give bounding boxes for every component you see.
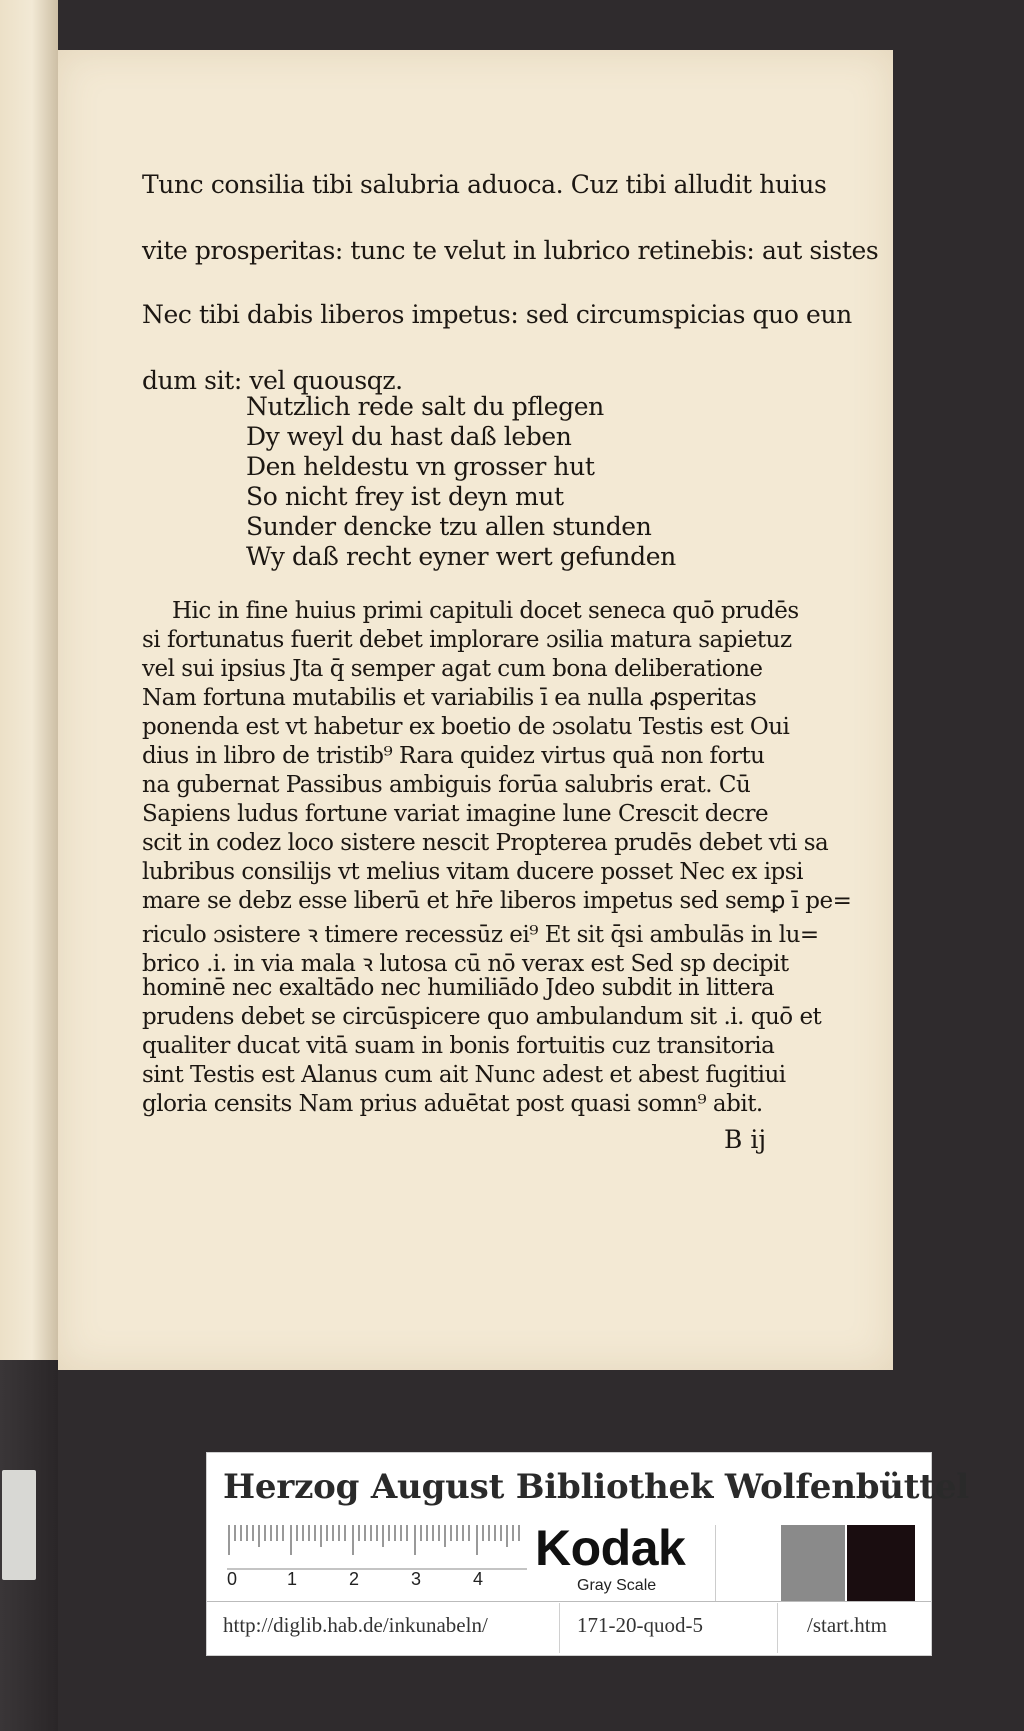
url-suffix: /start.htm [807, 1613, 887, 1637]
opening-line: Tunc consilia tibi salubria aduoca. Cuz tibi alludit huius [142, 170, 827, 199]
ruler-number: 0 [227, 1569, 238, 1587]
ruler-number: 3 [411, 1569, 422, 1587]
label-divider [207, 1601, 931, 1602]
signature-mark: B ij [724, 1125, 767, 1154]
library-label [206, 1452, 969, 1656]
page-tab [2, 1470, 36, 1580]
gray-scale-caption: Gray Scale [577, 1577, 657, 1594]
verse-line: So nicht frey ist deyn mut [246, 482, 564, 511]
commentary-line: mare se debz esse liberū et hr̄e liberos impetus sed semꝑ ī pe= [142, 888, 852, 914]
opening-line: dum sit: vel quousqz. [142, 366, 403, 395]
verse-line: Wy daß recht eyner wert gefunden [246, 542, 676, 571]
commentary-line: ponenda est vt habetur ex boetio de ɔsolatu Testis est Oui [142, 714, 790, 740]
library-title: Herzog August Bibliothek Wolfenbüttel [223, 1467, 969, 1507]
url-separator [559, 1603, 560, 1653]
gray-swatch-mid [781, 1525, 845, 1601]
ruler-number: 4 [473, 1569, 484, 1587]
commentary-line: qualiter ducat vitā suam in bonis fortuitis cuz transitoria [142, 1033, 775, 1059]
commentary-line: lubribus consilijs vt melius vitam ducere posset Nec ex ipsi [142, 859, 803, 885]
commentary-line: Hic in fine huius primi capituli docet seneca quō prudēs [172, 598, 799, 624]
ruler-number: 2 [349, 1569, 360, 1587]
commentary-line: sint Testis est Alanus cum ait Nunc adest et abest fugitiui [142, 1062, 786, 1088]
ruler-number: 1 [287, 1569, 298, 1587]
verse-line: Dy weyl du hast daß leben [246, 422, 572, 451]
url-separator [777, 1603, 778, 1653]
commentary-line: na gubernat Passibus ambiguis forūa salubris erat. Cū [142, 772, 751, 798]
opening-line: Nec tibi dabis liberos impetus: sed circumspicias quo eun [142, 300, 852, 329]
verse-line: Nutzlich rede salt du pflegen [246, 392, 604, 421]
commentary-line: hominē nec exaltādo nec humiliādo Jdeo subdit in littera [142, 975, 775, 1001]
commentary-line: gloria censits Nam prius aduētat post quasi somn⁹ abit. [142, 1091, 763, 1117]
gray-swatch-white [715, 1525, 780, 1601]
verse-line: Sunder dencke tzu allen stunden [246, 512, 652, 541]
gray-swatch-black [847, 1525, 915, 1601]
commentary-line: riculo ɔsistere ꝛ timere recessūz ei⁹ Et sit q̄si ambulās in lu= [142, 922, 819, 948]
url-base: http://diglib.hab.de/inkunabeln/ [223, 1613, 488, 1637]
commentary-line: scit in codez loco sistere nescit Propterea prudēs debet vti sa [142, 830, 829, 856]
text-block [142, 170, 879, 1170]
commentary-line: si fortunatus fuerit debet implorare ɔsilia matura sapietuz [142, 627, 792, 653]
commentary-line: Sapiens ludus fortune variat imagine lune Crescit decre [142, 801, 769, 827]
commentary-line: brico .i. in via mala ꝛ lutosa cū nō verax est Sed sp decipit [142, 951, 789, 977]
ruler-ticks [227, 1525, 527, 1569]
ruler [227, 1525, 527, 1587]
verse-line: Den heldestu vn grosser hut [246, 452, 595, 481]
commentary-line: prudens debet se circūspicere quo ambulandum sit .i. quō et [142, 1004, 822, 1030]
shelfmark: 171-20-quod-5 [577, 1613, 703, 1637]
commentary-line: Nam fortuna mutabilis et variabilis ī ea nulla ꝓsperitas [142, 685, 757, 711]
commentary-line: vel sui ipsius Jta q̄ semper agat cum bona deliberatione [142, 656, 763, 682]
commentary-line: dius in libro de tristib⁹ Rara quidez virtus quā non fortu [142, 743, 765, 769]
kodak-logo: Kodak [535, 1520, 686, 1576]
opening-line: vite prosperitas: tunc te velut in lubrico retinebis: aut sistes [142, 236, 879, 265]
